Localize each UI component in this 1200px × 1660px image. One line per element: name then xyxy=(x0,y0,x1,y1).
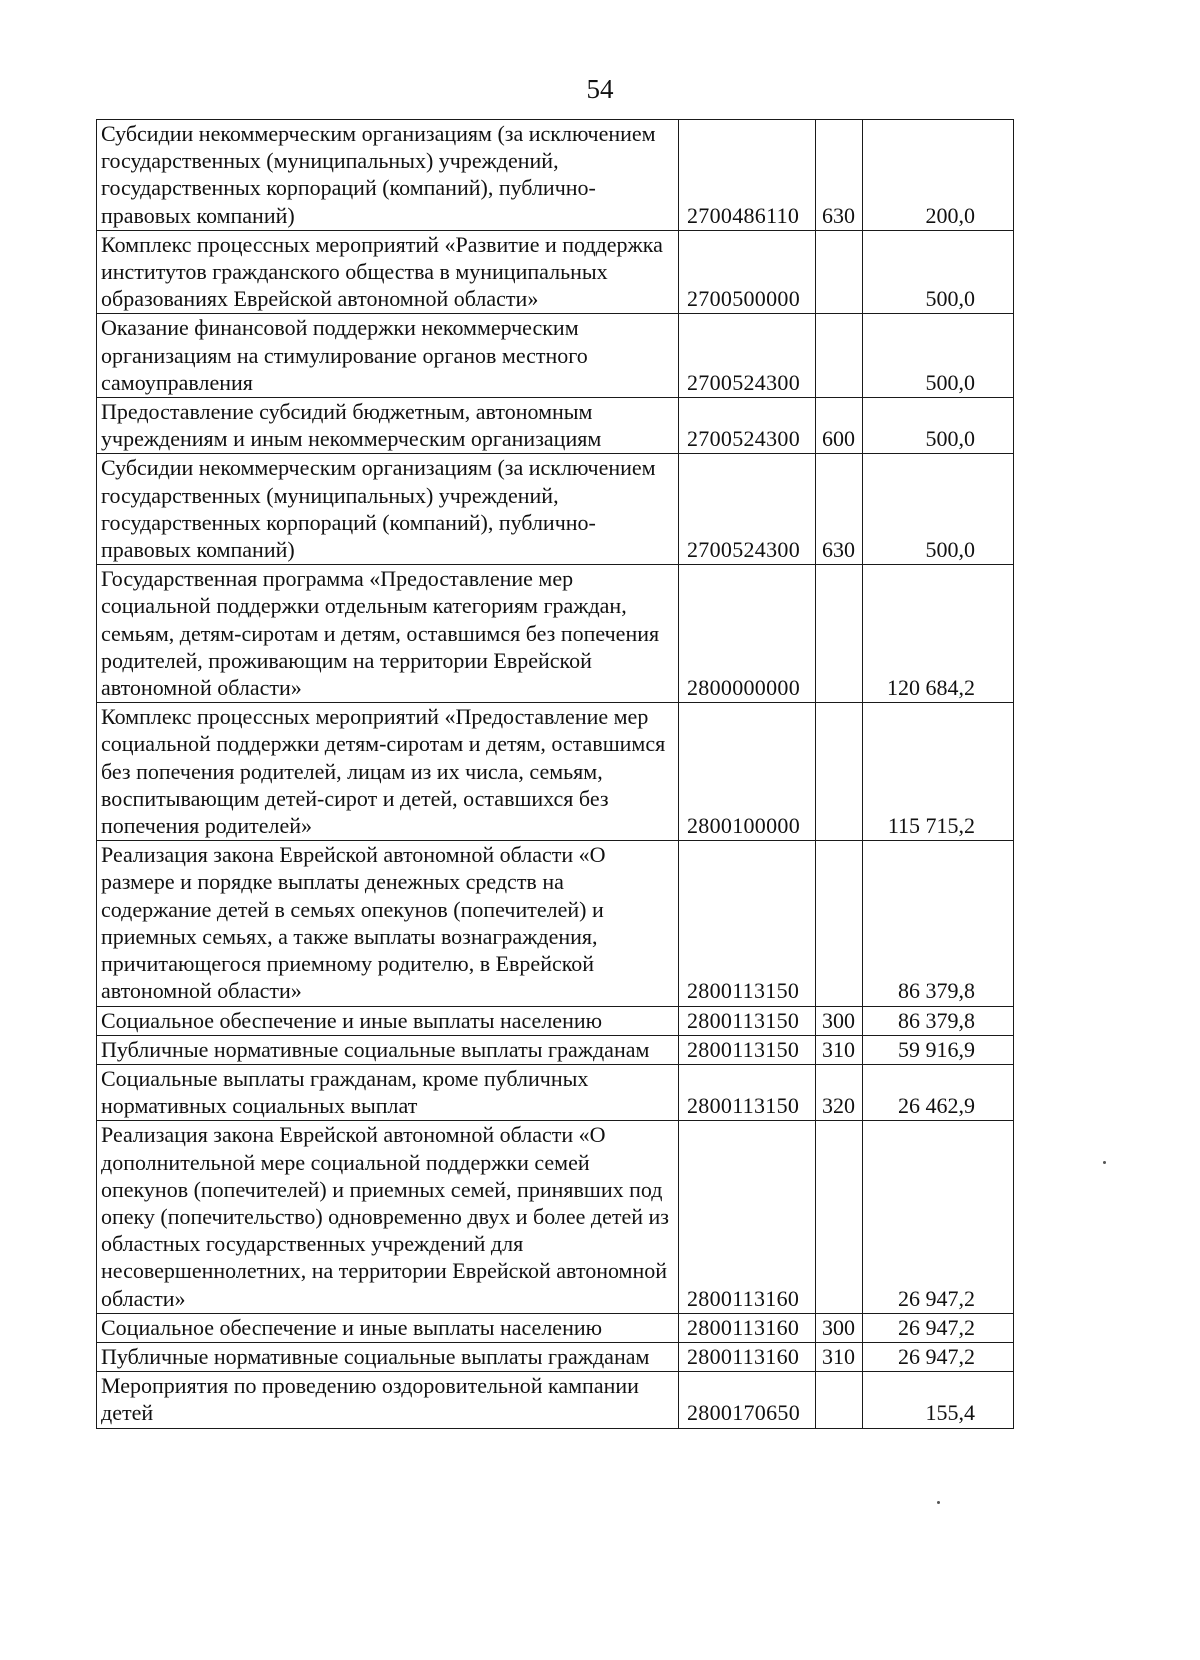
row-code: 2800113150 xyxy=(679,841,816,1006)
row-name: Комплекс процессных мероприятий «Развитие и поддержка институтов гражданского общества в муниципальных образованиях Еврейской автономной области» xyxy=(97,230,679,314)
page-number: 54 xyxy=(586,74,614,104)
row-code: 2700524300 xyxy=(679,454,816,565)
table-row xyxy=(97,1342,1014,1371)
table-row xyxy=(97,841,1014,1006)
table-row xyxy=(97,1064,1014,1120)
row-amount: 26 462,9 xyxy=(863,1064,1014,1120)
row-code: 2700486110 xyxy=(679,120,816,231)
row-type: 300 xyxy=(816,1313,863,1342)
row-name: Предоставление субсидий бюджетным, автономным учреждениям и иным некоммерческим организациям xyxy=(97,398,679,454)
table-row xyxy=(97,1313,1014,1342)
row-code: 2800113150 xyxy=(679,1006,816,1035)
row-type: 320 xyxy=(816,1064,863,1120)
row-type xyxy=(816,230,863,314)
row-code: 2800113160 xyxy=(679,1313,816,1342)
row-amount: 86 379,8 xyxy=(863,841,1014,1006)
row-amount: 26 947,2 xyxy=(863,1313,1014,1342)
row-type: 300 xyxy=(816,1006,863,1035)
row-amount: 59 916,9 xyxy=(863,1035,1014,1064)
row-name: Социальное обеспечение и иные выплаты населению xyxy=(97,1006,679,1035)
row-name: Субсидии некоммерческим организациям (за исключением государственных (муниципальных) учреждений, государственных корпораций (компаний), публично-правовых компаний) xyxy=(97,120,679,231)
row-name: Реализация закона Еврейской автономной области «О размере и порядке выплаты денежных средств на содержание детей в семьях опекунов (попечителей) и приемных семьях, а также выплаты вознаграждения, причитающегося приемному родителю, в Еврейской автономной области» xyxy=(97,841,679,1006)
row-type: 310 xyxy=(816,1342,863,1371)
row-amount: 500,0 xyxy=(863,230,1014,314)
row-amount: 26 947,2 xyxy=(863,1121,1014,1313)
table-row xyxy=(97,1035,1014,1064)
row-name: Государственная программа «Предоставление мер социальной поддержки отдельным категориям граждан, семьям, детям-сиротам и детям, оставшимся без попечения родителей, проживающим на территории Еврейской автономной области» xyxy=(97,565,679,703)
row-amount: 500,0 xyxy=(863,314,1014,398)
row-amount: 120 684,2 xyxy=(863,565,1014,703)
row-name: Социальные выплаты гражданам, кроме публичных нормативных социальных выплат xyxy=(97,1064,679,1120)
row-type: 630 xyxy=(816,454,863,565)
row-type: 600 xyxy=(816,398,863,454)
row-code: 2800000000 xyxy=(679,565,816,703)
row-amount: 26 947,2 xyxy=(863,1342,1014,1371)
table-row xyxy=(97,398,1014,454)
row-amount: 115 715,2 xyxy=(863,703,1014,841)
row-name: Комплекс процессных мероприятий «Предоставление мер социальной поддержки детям-сиротам и детям, оставшимся без попечения родителей, лицам из их числа, семьям, воспитывающим детей-сирот и детей, оставшихся без попечения родителей» xyxy=(97,703,679,841)
table-row xyxy=(97,565,1014,703)
row-amount: 155,4 xyxy=(863,1372,1014,1428)
row-code: 2800113150 xyxy=(679,1035,816,1064)
table-row xyxy=(97,230,1014,314)
table-row xyxy=(97,314,1014,398)
table-row xyxy=(97,120,1014,231)
row-type xyxy=(816,565,863,703)
row-amount: 200,0 xyxy=(863,120,1014,231)
scan-speck xyxy=(1103,1161,1106,1164)
row-type xyxy=(816,703,863,841)
row-code: 2700524300 xyxy=(679,398,816,454)
table-row xyxy=(97,454,1014,565)
row-name: Публичные нормативные социальные выплаты гражданам xyxy=(97,1342,679,1371)
row-code: 2800100000 xyxy=(679,703,816,841)
row-code: 2800113160 xyxy=(679,1121,816,1313)
row-amount: 500,0 xyxy=(863,454,1014,565)
row-code: 2700500000 xyxy=(679,230,816,314)
row-code: 2700524300 xyxy=(679,314,816,398)
row-type xyxy=(816,841,863,1006)
row-code: 2800170650 xyxy=(679,1372,816,1428)
table-body xyxy=(97,120,1014,1429)
row-name: Социальное обеспечение и иные выплаты населению xyxy=(97,1313,679,1342)
row-name: Оказание финансовой поддержки некоммерческим организациям на стимулирование органов местного самоуправления xyxy=(97,314,679,398)
row-type xyxy=(816,1121,863,1313)
row-code: 2800113150 xyxy=(679,1064,816,1120)
row-name: Публичные нормативные социальные выплаты гражданам xyxy=(97,1035,679,1064)
row-name: Субсидии некоммерческим организациям (за исключением государственных (муниципальных) учреждений, государственных корпораций (компаний), публично-правовых компаний) xyxy=(97,454,679,565)
row-amount: 86 379,8 xyxy=(863,1006,1014,1035)
budget-table xyxy=(96,119,1014,1429)
row-type xyxy=(816,1372,863,1428)
row-amount: 500,0 xyxy=(863,398,1014,454)
row-code: 2800113160 xyxy=(679,1342,816,1371)
row-name: Реализация закона Еврейской автономной области «О дополнительной мере социальной поддержки семей опекунов (попечителей) и приемных семей, принявших под опеку (попечительство) одновременно двух и более детей из областных государственных учреждений для несовершеннолетних, на территории Еврейской автономной области» xyxy=(97,1121,679,1313)
table-row xyxy=(97,703,1014,841)
table-row xyxy=(97,1121,1014,1313)
scan-speck xyxy=(937,1501,940,1504)
table-row xyxy=(97,1372,1014,1428)
row-type: 310 xyxy=(816,1035,863,1064)
row-type xyxy=(816,314,863,398)
table-row xyxy=(97,1006,1014,1035)
row-name: Мероприятия по проведению оздоровительной кампании детей xyxy=(97,1372,679,1428)
row-type: 630 xyxy=(816,120,863,231)
